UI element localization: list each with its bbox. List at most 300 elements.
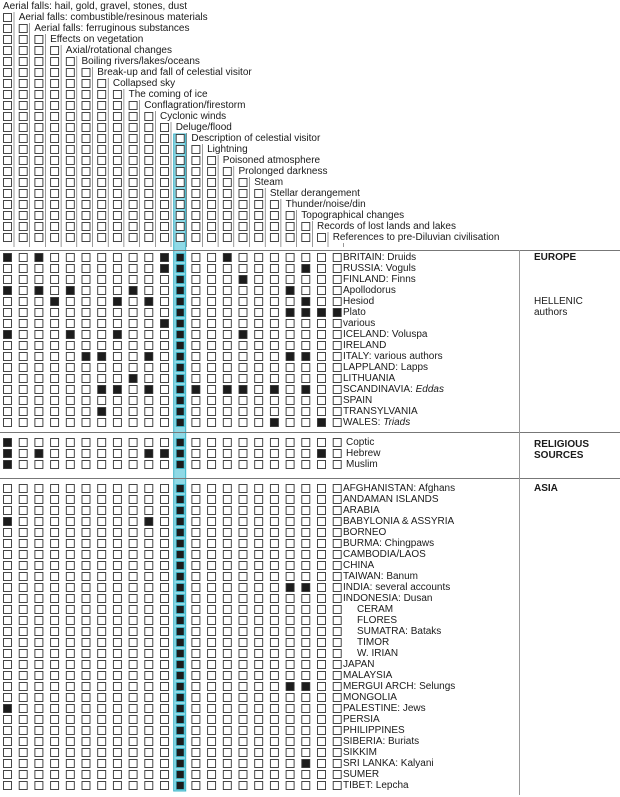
column-header-4: Axial/rotational changes [65,45,172,56]
cell-1-0-18 [286,439,294,447]
cell-2-3-3 [51,518,59,526]
header-box-r12-c2 [35,135,43,143]
header-box-r15-c1 [19,168,27,176]
cell-2-18-2 [35,683,43,691]
cell-2-19-16 [255,694,263,702]
cell-2-13-21 [333,628,341,636]
header-box-r8-c0 [4,91,12,99]
cell-2-7-12 [192,562,200,570]
cell-0-15-4 [66,419,74,427]
cell-2-21-7 [113,716,121,724]
cell-2-10-4 [66,595,74,603]
cell-2-20-0 [4,705,12,713]
header-box-r7-c2 [35,80,43,88]
cell-2-11-8 [129,606,137,614]
cell-0-10-0 [4,364,12,372]
header-box-r18-c17 [270,201,278,209]
cell-2-26-12 [192,771,200,779]
cell-2-16-14 [223,661,231,669]
cell-0-15-2 [35,419,43,427]
cell-0-5-10 [161,309,169,317]
cell-2-18-3 [51,683,59,691]
cell-2-3-11 [176,518,184,526]
header-box-r13-c7 [113,146,121,154]
cell-0-1-9 [145,265,153,273]
cell-0-6-7 [113,320,121,328]
cell-0-12-13 [208,386,216,394]
cell-2-10-9 [145,595,153,603]
cell-0-2-21 [333,276,341,284]
cell-2-1-19 [302,496,310,504]
cell-1-1-9 [145,450,153,458]
cell-2-24-8 [129,749,137,757]
cell-0-2-3 [51,276,59,284]
cell-0-2-17 [270,276,278,284]
header-box-r7-c0 [4,80,12,88]
cell-0-0-19 [302,254,310,262]
cell-0-9-9 [145,353,153,361]
cell-1-0-20 [318,439,326,447]
cell-0-11-7 [113,375,121,383]
cell-2-1-7 [113,496,121,504]
cell-0-2-13 [208,276,216,284]
cell-2-8-7 [113,573,121,581]
cell-0-12-2 [35,386,43,394]
cell-2-18-0 [4,683,12,691]
cell-2-27-14 [223,782,231,790]
cell-0-1-15 [239,265,247,273]
row-label: SRI LANKA: Kalyani [343,758,434,769]
cell-2-18-16 [255,683,263,691]
header-box-r19-c6 [98,212,106,220]
cell-2-6-11 [176,551,184,559]
cell-2-0-19 [302,485,310,493]
cell-2-27-12 [192,782,200,790]
cell-2-10-21 [333,595,341,603]
cell-2-15-10 [161,650,169,658]
header-box-r14-c13 [208,157,216,165]
cell-2-10-12 [192,595,200,603]
cell-1-2-3 [51,461,59,469]
header-box-r13-c12 [192,146,200,154]
header-box-r8-c7 [113,91,121,99]
row-label: various [343,318,376,329]
cell-2-22-12 [192,727,200,735]
cell-2-23-11 [176,738,184,746]
header-box-r20-c15 [239,223,247,231]
cell-2-0-11 [176,485,184,493]
cell-2-16-0 [4,661,12,669]
cell-0-13-4 [66,397,74,405]
cell-2-7-10 [161,562,169,570]
cell-2-11-11 [176,606,184,614]
cell-2-25-7 [113,760,121,768]
cell-2-25-15 [239,760,247,768]
cell-2-16-15 [239,661,247,669]
header-box-r10-c5 [82,113,90,121]
cell-1-0-15 [239,439,247,447]
cell-1-0-3 [51,439,59,447]
cell-0-7-10 [161,331,169,339]
cell-2-24-3 [51,749,59,757]
cell-2-12-6 [98,617,106,625]
cell-0-9-2 [35,353,43,361]
cell-2-14-8 [129,639,137,647]
cell-2-2-0 [4,507,12,515]
cell-2-5-9 [145,540,153,548]
cell-1-0-13 [208,439,216,447]
cell-2-21-17 [270,716,278,724]
cell-2-4-4 [66,529,74,537]
cell-1-1-8 [129,450,137,458]
header-box-r8-c1 [19,91,27,99]
cell-2-15-6 [98,650,106,658]
cell-2-21-8 [129,716,137,724]
header-box-r21-c17 [270,234,278,242]
cell-0-0-18 [286,254,294,262]
header-box-r20-c0 [4,223,12,231]
column-header-6: Break-up and fall of celestial visitor [97,67,252,78]
cell-0-4-0 [4,298,12,306]
header-box-r11-c0 [4,124,12,132]
cell-2-9-21 [333,584,341,592]
cell-2-19-17 [270,694,278,702]
cell-1-2-0 [4,461,12,469]
cell-0-3-3 [51,287,59,295]
header-box-r18-c0 [4,201,12,209]
cell-2-8-19 [302,573,310,581]
header-box-r16-c11 [176,179,184,187]
cell-0-7-11 [176,331,184,339]
cell-0-0-17 [270,254,278,262]
cell-0-6-6 [98,320,106,328]
cell-2-7-4 [66,562,74,570]
cell-2-17-7 [113,672,121,680]
cell-2-2-19 [302,507,310,515]
cell-2-27-10 [161,782,169,790]
cell-0-13-9 [145,397,153,405]
header-box-r17-c0 [4,190,12,198]
header-box-r18-c13 [208,201,216,209]
cell-0-4-13 [208,298,216,306]
cell-2-24-1 [19,749,27,757]
cell-2-17-6 [98,672,106,680]
cell-2-2-5 [82,507,90,515]
cell-1-0-1 [19,439,27,447]
row-label: PALESTINE: Jews [343,703,426,714]
cell-0-3-17 [270,287,278,295]
cell-0-6-11 [176,320,184,328]
cell-2-26-8 [129,771,137,779]
cell-1-0-7 [113,439,121,447]
cell-2-16-1 [19,661,27,669]
cell-2-16-20 [318,661,326,669]
cell-2-17-17 [270,672,278,680]
cell-2-23-0 [4,738,12,746]
cell-2-19-15 [239,694,247,702]
cell-2-8-8 [129,573,137,581]
cell-0-3-5 [82,287,90,295]
cell-2-22-19 [302,727,310,735]
header-box-r16-c9 [145,179,153,187]
row-label: INDONESIA: Dusan [343,593,433,604]
cell-2-20-9 [145,705,153,713]
cell-0-2-4 [66,276,74,284]
column-header-12: Description of celestial visitor [191,133,321,144]
cell-0-1-13 [208,265,216,273]
cell-2-18-18 [286,683,294,691]
cell-2-21-3 [51,716,59,724]
cell-0-4-19 [302,298,310,306]
cell-2-12-13 [208,617,216,625]
header-box-r12-c6 [98,135,106,143]
cell-0-11-16 [255,375,263,383]
cell-2-5-3 [51,540,59,548]
cell-0-14-17 [270,408,278,416]
cell-0-9-14 [223,353,231,361]
cell-0-6-8 [129,320,137,328]
cell-0-6-12 [192,320,200,328]
header-box-r9-c8 [129,102,137,110]
cell-2-14-5 [82,639,90,647]
row-label: MALAYSIA [343,670,393,681]
cell-0-1-8 [129,265,137,273]
cell-2-24-10 [161,749,169,757]
cell-2-5-13 [208,540,216,548]
cell-0-2-19 [302,276,310,284]
header-box-r19-c0 [4,212,12,220]
header-box-r19-c1 [19,212,27,220]
cell-2-24-6 [98,749,106,757]
cell-2-23-21 [333,738,341,746]
header-box-r20-c18 [286,223,294,231]
cell-0-8-16 [255,342,263,350]
cell-0-15-0 [4,419,12,427]
cell-0-12-4 [66,386,74,394]
cell-0-1-10 [161,265,169,273]
cell-2-7-18 [286,562,294,570]
cell-1-0-12 [192,439,200,447]
header-box-r14-c4 [66,157,74,165]
cell-2-14-12 [192,639,200,647]
cell-2-11-18 [286,606,294,614]
cell-2-1-8 [129,496,137,504]
cell-2-0-20 [318,485,326,493]
cell-0-8-0 [4,342,12,350]
cell-2-3-7 [113,518,121,526]
header-box-r17-c11 [176,190,184,198]
cell-2-24-7 [113,749,121,757]
cell-0-7-7 [113,331,121,339]
header-box-r15-c8 [129,168,137,176]
cell-2-5-6 [98,540,106,548]
cell-2-12-21 [333,617,341,625]
cell-2-9-9 [145,584,153,592]
cell-2-20-21 [333,705,341,713]
header-box-r21-c9 [145,234,153,242]
header-box-r19-c17 [270,212,278,220]
cell-2-20-7 [113,705,121,713]
header-box-r12-c5 [82,135,90,143]
cell-2-23-9 [145,738,153,746]
header-box-r21-c12 [192,234,200,242]
cell-2-17-0 [4,672,12,680]
cell-0-12-15 [239,386,247,394]
cell-0-3-7 [113,287,121,295]
cell-2-11-9 [145,606,153,614]
cell-2-27-3 [51,782,59,790]
cell-2-19-9 [145,694,153,702]
cell-2-5-20 [318,540,326,548]
cell-2-21-1 [19,716,27,724]
cell-2-24-11 [176,749,184,757]
cell-2-14-18 [286,639,294,647]
cell-2-16-21 [333,661,341,669]
cell-0-5-6 [98,309,106,317]
row-label: BURMA: Chingpaws [343,538,435,549]
cell-2-19-10 [161,694,169,702]
cell-2-16-3 [51,661,59,669]
header-box-r9-c4 [66,102,74,110]
cell-1-1-0 [4,450,12,458]
cell-2-22-9 [145,727,153,735]
header-box-r9-c0 [4,102,12,110]
header-box-r20-c10 [161,223,169,231]
cell-2-6-4 [66,551,74,559]
cell-2-24-20 [318,749,326,757]
row-label: LAPPLAND: Lapps [343,362,429,373]
cell-2-9-6 [98,584,106,592]
cell-2-15-17 [270,650,278,658]
cell-0-9-3 [51,353,59,361]
cell-0-0-7 [113,254,121,262]
column-header-7: Collapsed sky [112,78,176,89]
header-box-r20-c12 [192,223,200,231]
cell-2-15-11 [176,650,184,658]
cell-2-14-6 [98,639,106,647]
header-box-r19-c13 [208,212,216,220]
cell-0-7-18 [286,331,294,339]
cell-0-14-20 [318,408,326,416]
row-label: TIBET: Lepcha [343,780,409,791]
cell-1-0-0 [4,439,12,447]
header-box-r10-c1 [19,113,27,121]
cell-2-27-18 [286,782,294,790]
header-box-r10-c3 [51,113,59,121]
cell-0-9-13 [208,353,216,361]
cell-2-6-18 [286,551,294,559]
cell-0-2-16 [255,276,263,284]
cell-0-14-16 [255,408,263,416]
cell-2-14-19 [302,639,310,647]
cell-1-0-2 [35,439,43,447]
header-box-r16-c10 [161,179,169,187]
cell-2-0-15 [239,485,247,493]
cell-2-9-4 [66,584,74,592]
cell-1-2-9 [145,461,153,469]
cell-0-1-5 [82,265,90,273]
cell-0-5-4 [66,309,74,317]
header-box-r6-c5 [82,69,90,77]
cell-2-3-9 [145,518,153,526]
header-box-r10-c7 [113,113,121,121]
header-box-r3-c0 [4,36,12,44]
header-box-r15-c12 [192,168,200,176]
cell-0-12-20 [318,386,326,394]
header-box-r13-c11 [176,146,184,154]
cell-0-12-5 [82,386,90,394]
cell-0-7-1 [19,331,27,339]
cell-2-10-13 [208,595,216,603]
header-box-r16-c3 [51,179,59,187]
cell-2-27-13 [208,782,216,790]
cell-2-6-13 [208,551,216,559]
cell-2-15-16 [255,650,263,658]
cell-0-1-4 [66,265,74,273]
cell-2-15-9 [145,650,153,658]
cell-2-13-19 [302,628,310,636]
cell-2-7-8 [129,562,137,570]
group-separator-2 [0,478,620,479]
cell-0-4-9 [145,298,153,306]
header-box-r19-c5 [82,212,90,220]
cell-2-14-15 [239,639,247,647]
cell-2-9-18 [286,584,294,592]
cell-2-9-1 [19,584,27,592]
cell-2-17-15 [239,672,247,680]
cell-0-10-10 [161,364,169,372]
cell-1-1-16 [255,450,263,458]
cell-2-7-20 [318,562,326,570]
header-box-r14-c5 [82,157,90,165]
cell-2-16-11 [176,661,184,669]
header-box-r9-c3 [51,102,59,110]
cell-1-1-3 [51,450,59,458]
cell-2-4-6 [98,529,106,537]
header-box-r5-c1 [19,58,27,66]
cell-2-20-12 [192,705,200,713]
cell-0-0-11 [176,254,184,262]
cell-2-11-3 [51,606,59,614]
header-box-r18-c1 [19,201,27,209]
cell-2-16-8 [129,661,137,669]
cell-2-26-10 [161,771,169,779]
cell-2-4-10 [161,529,169,537]
cell-2-1-11 [176,496,184,504]
cell-2-13-0 [4,628,12,636]
cell-2-3-19 [302,518,310,526]
row-label: SUMATRA: Bataks [357,626,442,637]
header-box-r11-c9 [145,124,153,132]
header-box-r12-c9 [145,135,153,143]
cell-2-1-18 [286,496,294,504]
cell-0-9-6 [98,353,106,361]
cell-0-6-16 [255,320,263,328]
cell-0-11-1 [19,375,27,383]
cell-0-0-3 [51,254,59,262]
cell-2-10-10 [161,595,169,603]
cell-2-25-2 [35,760,43,768]
cell-2-26-4 [66,771,74,779]
cell-1-2-20 [318,461,326,469]
cell-2-13-4 [66,628,74,636]
cell-2-1-10 [161,496,169,504]
group-separator-1 [0,432,620,433]
header-box-r21-c16 [255,234,263,242]
header-box-r20-c17 [270,223,278,231]
cell-2-2-6 [98,507,106,515]
cell-2-9-0 [4,584,12,592]
